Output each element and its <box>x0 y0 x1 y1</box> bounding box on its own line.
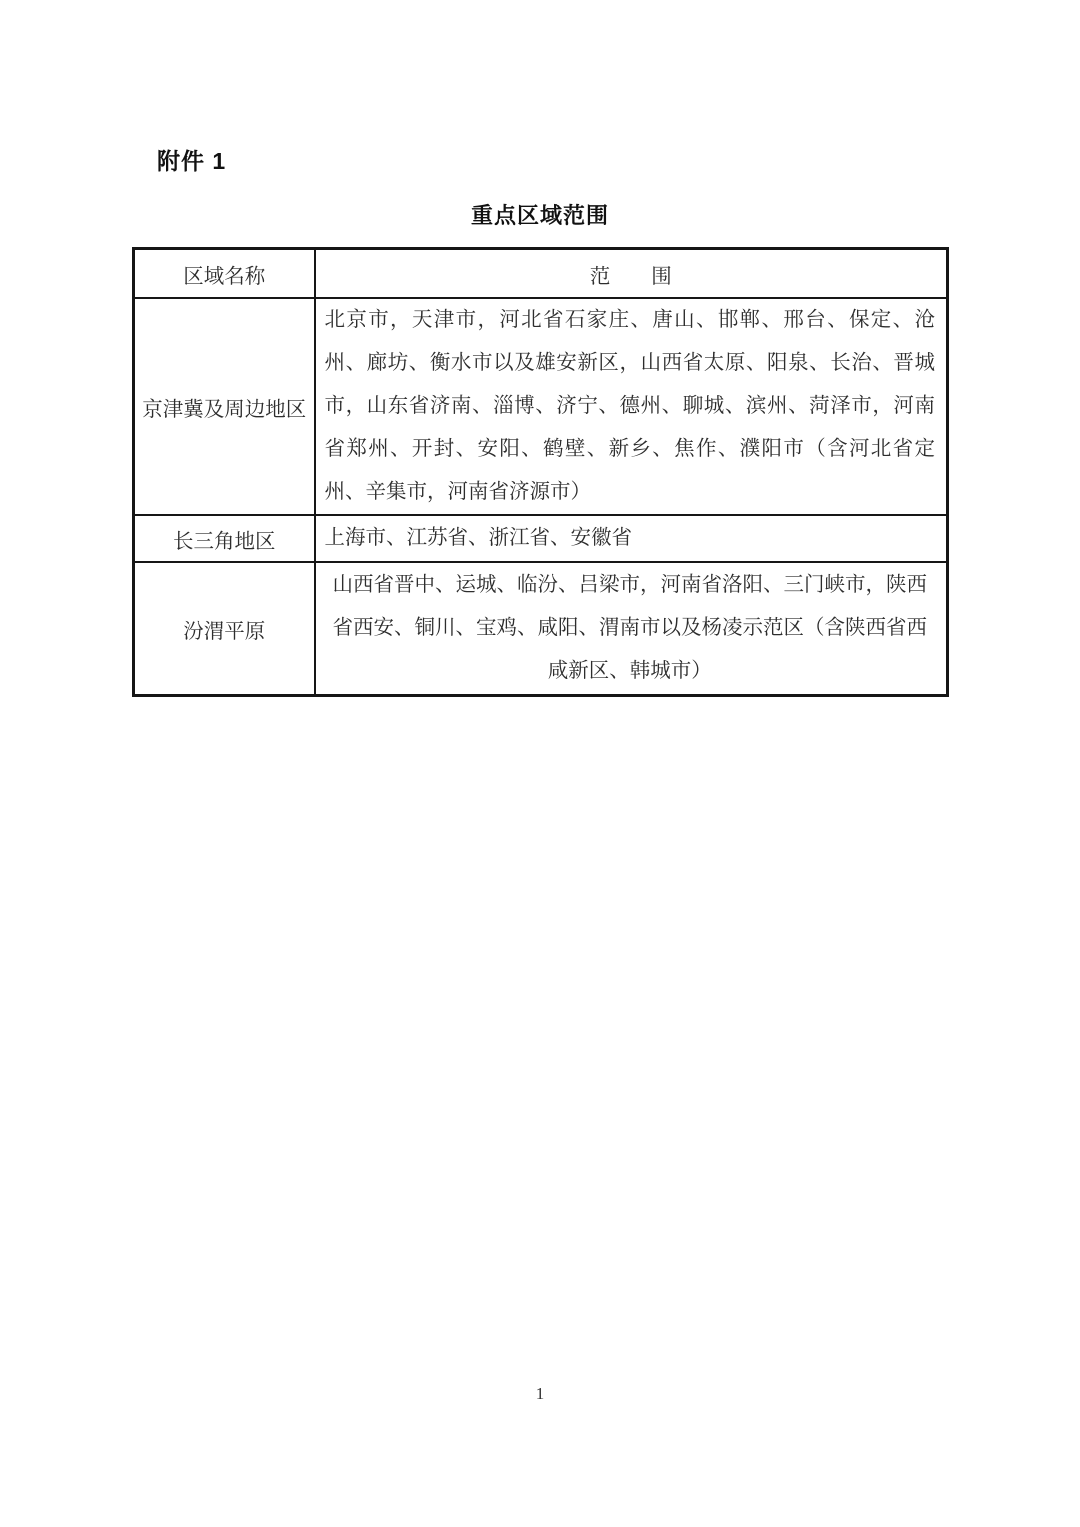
column-header-region-name: 区域名称 <box>134 249 315 299</box>
table-header-row <box>134 249 948 299</box>
attachment-label: 附件 1 <box>157 148 227 174</box>
page-number: 1 <box>535 1384 545 1403</box>
table-row <box>134 515 948 562</box>
document-title: 重点区域范围 <box>470 203 609 228</box>
region-name-jingjinji: 京津冀及周边地区 <box>134 298 315 515</box>
key-regions-table <box>132 247 949 697</box>
region-scope-jingjinji: 北京市，天津市，河北省石家庄、唐山、邯郸、邢台、保定、沧州、廊坊、衡水市以及雄安新区，山西省太原、阳泉、长治、晋城市，山东省济南、淄博、济宁、德州、聊城、滨州、菏泽市，河南省郑州、开封、安阳、鹤壁、新乡、焦作、濮阳市（含河北省定州、辛集市，河南省济源市） <box>315 298 948 515</box>
region-scope-fenwei: 山西省晋中、运城、临汾、吕梁市，河南省洛阳、三门峡市，陕西省西安、铜川、宝鸡、咸阳、渭南市以及杨凌示范区（含陕西省西咸新区、韩城市） <box>315 562 948 696</box>
table-row <box>134 298 948 515</box>
region-scope-changsanjiao: 上海市、江苏省、浙江省、安徽省 <box>315 515 948 562</box>
column-header-scope: 范 围 <box>315 249 948 299</box>
region-name-changsanjiao: 长三角地区 <box>134 515 315 562</box>
region-name-fenwei: 汾渭平原 <box>134 562 315 696</box>
table-row <box>134 562 948 696</box>
